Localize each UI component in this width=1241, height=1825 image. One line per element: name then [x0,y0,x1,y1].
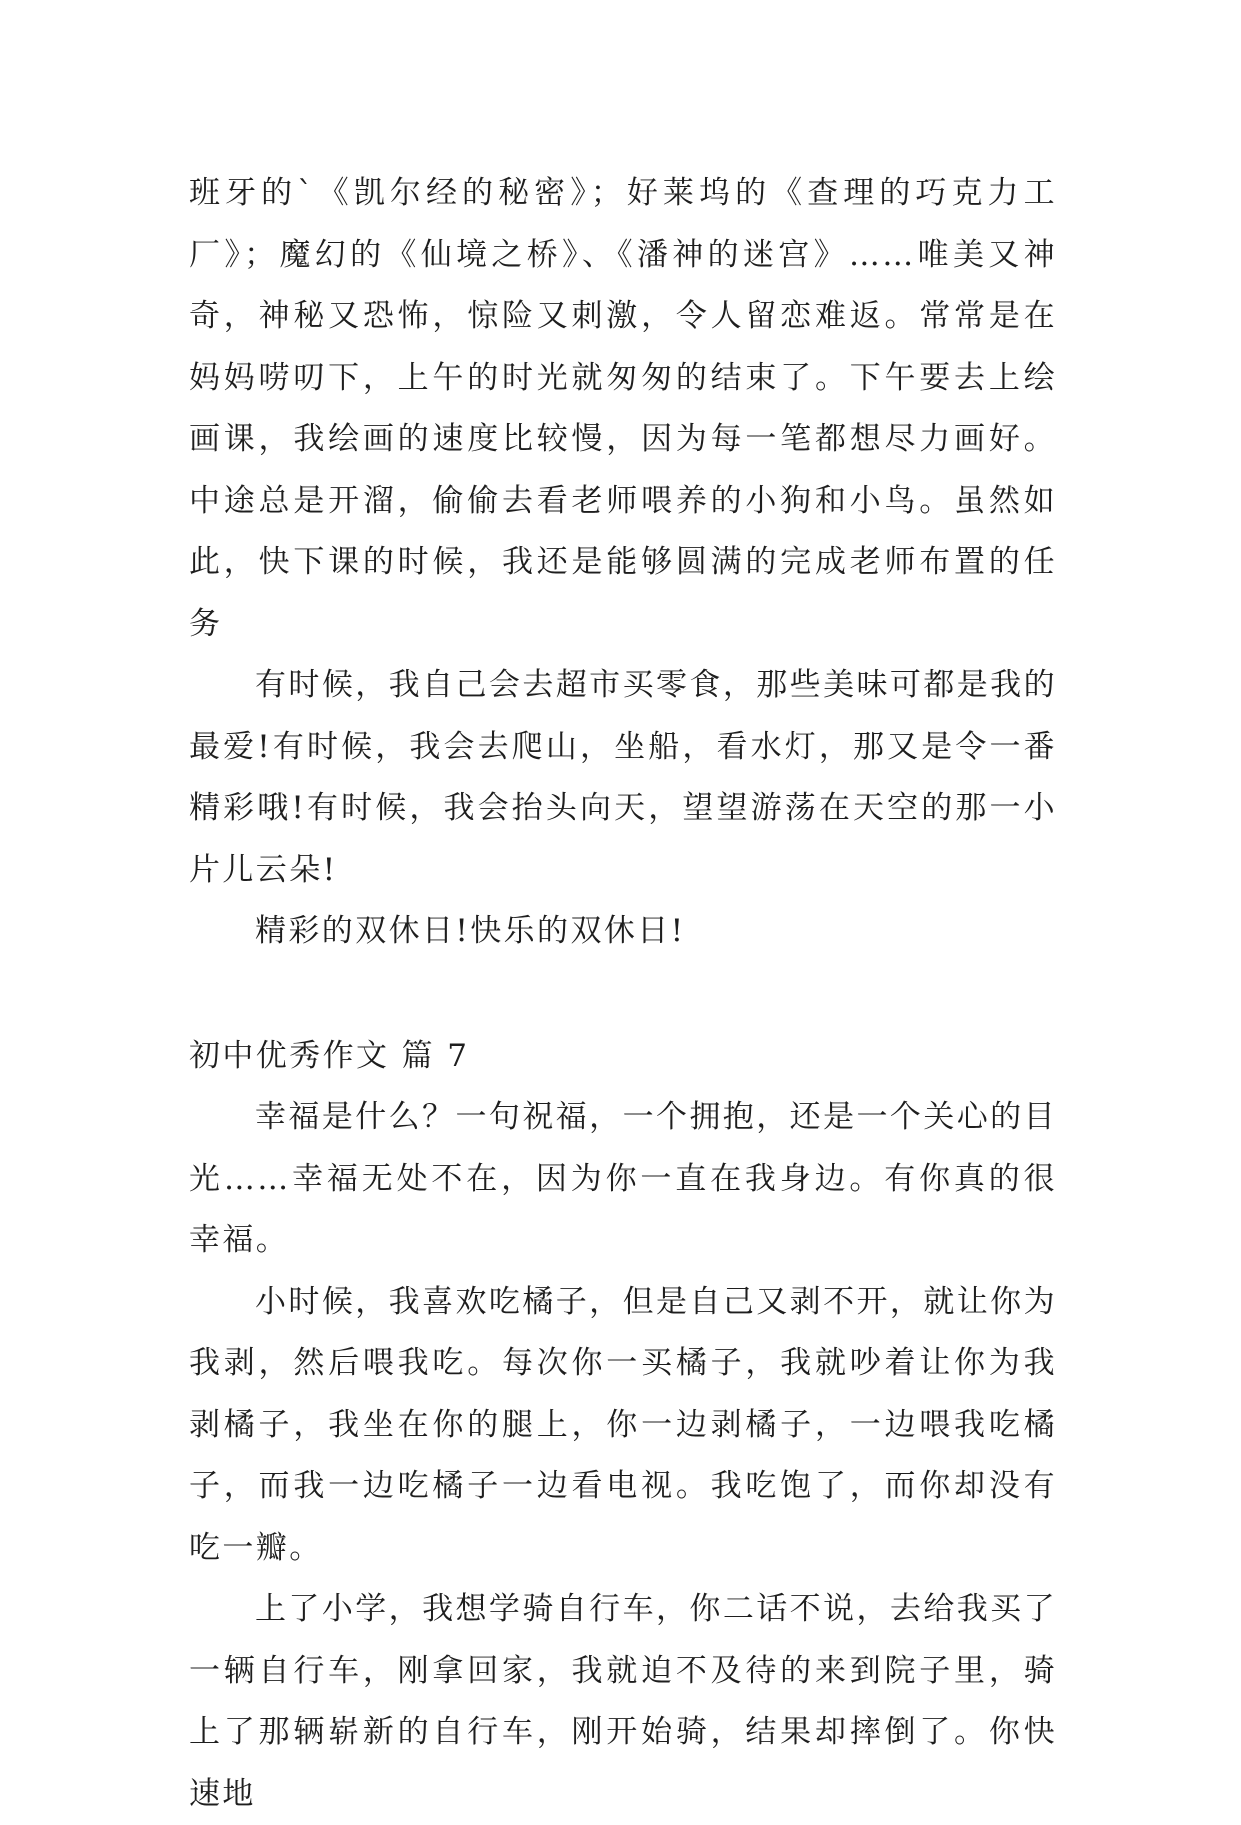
section-heading: 初中优秀作文 篇 7 [189,1037,470,1074]
paragraph-oranges: 小时候，我喜欢吃橘子，但是自己又剥不开，就让你为我剥，然后喂我吃。每次你一买橘子，我就吵着让你为我剥橘子，我坐在你的腿上，你一边剥橘子，一边喂我吃橘子，而我一边吃橘子一边看电视。我吃饱了，而你却没有吃一瓣。 [189,1283,1057,1566]
paragraph-bicycle: 上了小学，我想学骑自行车，你二话不说，去给我买了一辆自行车，刚拿回家，我就迫不及待的来到院子里，骑上了那辆崭新的自行车，刚开始骑，结果却摔倒了。你快速地 [189,1591,1057,1812]
paragraph-weekend-closing: 精彩的双休日!快乐的双休日! [255,913,686,949]
document-body [189,163,1057,1825]
paragraph-snacks: 有时候，我自己会去超市买零食，那些美味可都是我的最爱!有时候，我会去爬山，坐船，看水灯，那又是令一番精彩哦!有时候，我会抬头向天，望望游荡在天空的那一小片儿云朵! [189,667,1057,888]
section-gap [189,963,1057,1026]
paragraph-continued: 班牙的`《凯尔经的秘密》；好莱坞的《查理的巧克力工厂》；魔幻的《仙境之桥》、《潘神的迷宫》……唯美又神奇，神秘又恐怖，惊险又刺激，令人留恋难返。常常是在妈妈唠叨下，上午的时光就匆匆的结束了。下午要去上绘画课，我绘画的速度比较慢，因为每一笔都想尽力画好。中途总是开溜，偷偷去看老师喂养的小狗和小鸟。虽然如此，快下课的时候，我还是能够圆满的完成老师布置的任务 [189,175,1057,642]
paragraph-happiness: 幸福是什么？一句祝福，一个拥抱，还是一个关心的目光……幸福无处不在，因为你一直在我身边。有你真的很幸福。 [189,1099,1057,1258]
